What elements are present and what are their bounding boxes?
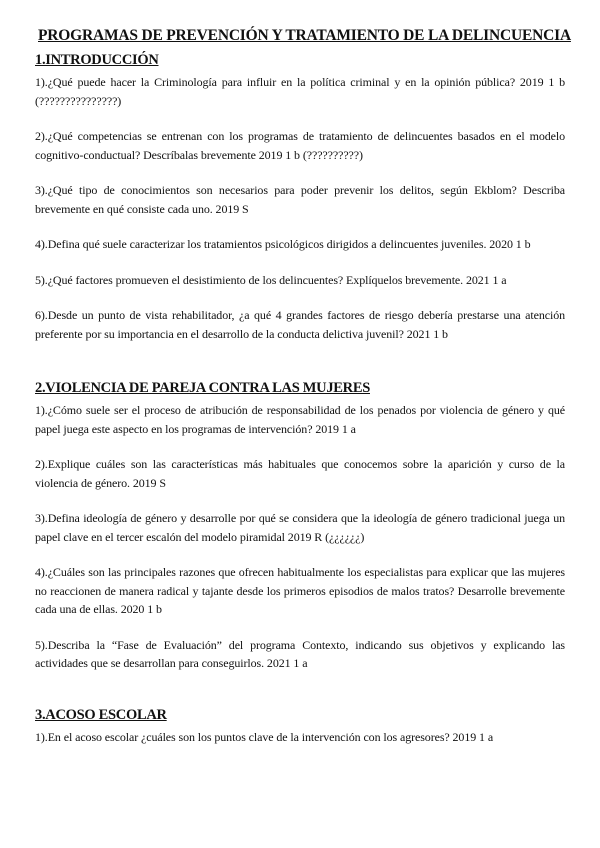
section-introduccion — [35, 52, 565, 343]
question-item: 4).Defina qué suele caracterizar los tratamientos psicológicos dirigidos a delincuentes juveniles. 2020 1 b — [35, 237, 531, 251]
document-title: PROGRAMAS DE PREVENCIÓN Y TRATAMIENTO DE LA DELINCUENCIA — [38, 27, 571, 44]
question-item: 3).Defina ideología de género y desarrolle por qué se considera que la ideología de género tradicional juega un papel clave en el tercer escalón del modelo piramidal 2019 R (¿¿¿¿¿¿) — [35, 511, 565, 544]
question-item: 5).Describa la “Fase de Evaluación” del programa Contexto, indicando sus objetivos y explicando las actividades que se desarrollan para conseguirlos. 2021 1 a — [35, 637, 565, 670]
question-item: 6).Desde un punto de vista rehabilitador, ¿a qué 4 grandes factores de riesgo debería prestarse una atención preferente por su importancia en el desarrollo de la conducta delictiva juvenil? 2021 1 b — [35, 308, 565, 341]
section-violencia-de-pareja — [35, 380, 565, 673]
question-item: 5).¿Qué factores promueven el desistimiento de los delincuentes? Explíquelos brevemente. 2021 1 a — [35, 272, 507, 287]
question-item: 2).¿Qué competencias se entrenan con los programas de tratamiento de delincuentes basados en el modelo cognitivo-conductual? Descríbalas brevemente 2019 1 b (??????????) — [35, 129, 565, 162]
question-item: 1).¿Qué puede hacer la Criminología para influir en la política criminal y en la opinión pública? 2019 1 b (???????????????) — [35, 75, 565, 108]
question-item: 2).Explique cuáles son las características más habituales que conocemos sobre la aparición y curso de la violencia de género. 2019 S — [35, 457, 565, 490]
question-item: 1).¿Cómo suele ser el proceso de atribución de responsabilidad de los penados por violencia de género y qué papel juega este aspecto en los programas de intervención? 2019 1 a — [35, 403, 565, 436]
question-item: 3).¿Qué tipo de conocimientos son necesarios para poder prevenir los delitos, según Ekblom? Describa brevemente en qué consiste cada uno. 2019 S — [35, 183, 565, 216]
section-heading: 2.VIOLENCIA DE PAREJA CONTRA LAS MUJERES — [35, 380, 370, 396]
section-heading: 3.ACOSO ESCOLAR — [35, 707, 167, 723]
question-item: 4).¿Cuáles son las principales razones que ofrecen habitualmente los especialistas para explicar que las mujeres no reaccionen de manera radical y tajante desde los primeros episodios de malos tratos? Desarrolle brevemente cada una de ellas. 2020 1 b — [35, 565, 565, 616]
section-acoso-escolar — [35, 707, 565, 747]
section-heading: 1.INTRODUCCIÓN — [35, 52, 159, 68]
question-item: 1).En el acoso escolar ¿cuáles son los puntos clave de la intervención con los agresores? 2019 1 a — [35, 730, 494, 744]
